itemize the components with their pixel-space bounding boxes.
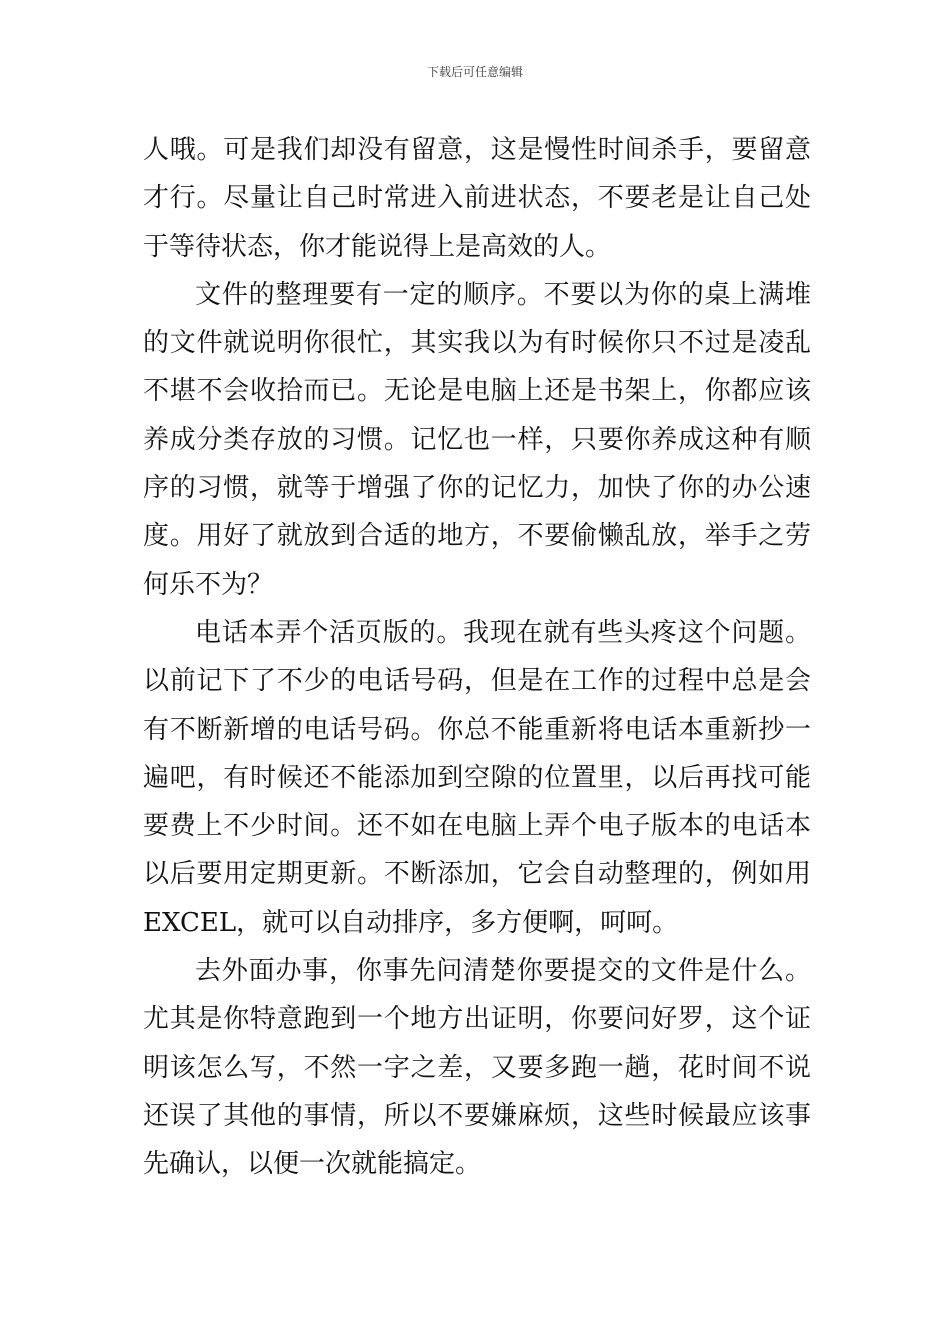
document-body [143,126,811,1189]
paragraph-phone-book: 电话本弄个活页版的。我现在就有些头疼这个问题。以前记下了不少的电话号码，但是在工作的过程中总是会有不断新增的电话号码。你总不能重新将电话本重新抄一遍吧，有时候还不能添加到空隙的位置里，以后再找可能要费上不少时间。还不如在电脑上弄个电子版本的电话本以后要用定期更新。不断添加，它会自动整理的，例如用EXCEL，就可以自动排序，多方便啊，呵呵。 [143,617,811,938]
page-header: 下载后可任意编辑 [426,65,523,79]
paragraph-errands: 去外面办事，你事先问清楚你要提交的文件是什么。尤其是你特意跑到一个地方出证明，你要问好罗，这个证明该怎么写，不然一字之差，又要多跑一趟，花时间不说还误了其他的事情，所以不要嫌麻烦，这些时候最应该事先确认，以便一次就能搞定。 [143,956,811,1180]
paragraph-continuation: 人哦。可是我们却没有留意，这是慢性时间杀手，要留意才行。尽量让自己时常进入前进状态，不要老是让自己处于等待状态，你才能说得上是高效的人。 [143,135,811,262]
paragraph-file-organization: 文件的整理要有一定的顺序。不要以为你的桌上满堆的文件就说明你很忙，其实我以为有时候你只不过是凌乱不堪不会收拾而已。无论是电脑上还是书架上，你都应该养成分类存放的习惯。记忆也一样，只要你养成这种有顺序的习惯，就等于增强了你的记忆力，加快了你的办公速度。用好了就放到合适的地方，不要偷懒乱放，举手之劳何乐不为？ [143,279,811,600]
